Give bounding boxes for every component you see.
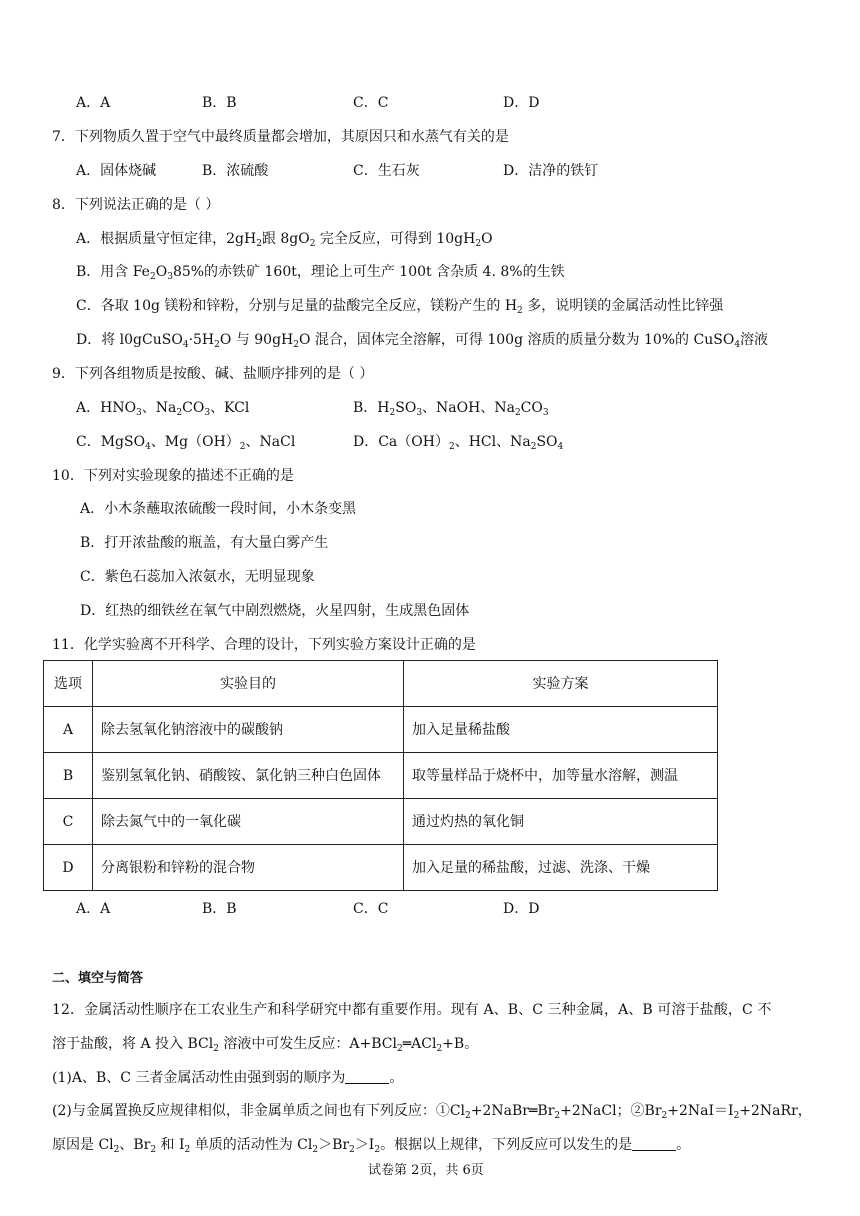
q9-option-c: C．MgSO$_4$、$Mg(OH)_2$、NaCl xyxy=(76,434,296,452)
q6-option-a: A．A xyxy=(76,95,111,111)
header-purpose: 实验目的 xyxy=(93,661,404,707)
q11-option-c: C．C xyxy=(353,901,389,917)
q12-line2: 溶于盐酸，将 A 投入 BCl$_2$ 溶液中可发生反应：A+BCl$_2$═ACl$_2$+B。 xyxy=(52,1036,479,1054)
q10-stem: 10．下列对实验现象的描述不正确的是 xyxy=(52,468,294,484)
q10-option-a: A．小木条蘸取浓硫酸一段时间，小木条变黑 xyxy=(80,501,357,517)
q10-option-c: C．紫色石蕊加入浓氨水，无明显现象 xyxy=(80,569,315,585)
q11-option-b: B．B xyxy=(202,901,237,917)
table-row xyxy=(44,707,718,753)
q11-option-a: A．A xyxy=(76,901,111,917)
row-label: B xyxy=(44,753,93,799)
q8-option-b: B．用含 $Fe_2O_385\%$的赤铁矿 160t，理论上可生产 100t 含杂质 4. 8%的生铁 xyxy=(76,264,565,282)
answer-blank-1[interactable] xyxy=(345,1071,389,1084)
q9-stem: 9．下列各组物质是按酸、碱、盐顺序排列的是（ ） xyxy=(52,366,374,382)
table-row xyxy=(44,753,718,799)
q11-option-d: D．D xyxy=(503,901,540,917)
q7-option-a: A．固体烧碱 xyxy=(76,163,157,179)
q8-stem: 8．下列说法正确的是（ ） xyxy=(52,197,220,213)
answer-blank-2[interactable] xyxy=(632,1138,676,1151)
q10-option-b: B．打开浓盐酸的瓶盖，有大量白雾产生 xyxy=(80,535,329,551)
q12-part2-line2: 原因是 $Cl_2$、$Br_2$ 和 $I_2$ 单质的活动性为 $Cl_2>Br_2>I_2$。根据以上规律，下列反应可以发生的是 。 xyxy=(52,1137,691,1155)
q9-option-a: A．$HNO_3$、$Na_2CO_3$、KCl xyxy=(76,400,250,418)
q7-option-b: B．浓硫酸 xyxy=(202,163,269,179)
q7-stem: 7．下列物质久置于空气中最终质量都会增加，其原因只和水蒸气有关的是 xyxy=(52,129,509,145)
table-row xyxy=(44,845,718,891)
q12-line1: 12．金属活动性顺序在工农业生产和科学研究中都有重要作用。现有 A、B、C 三种金属，A、B 可溶于盐酸，C 不 xyxy=(52,1002,772,1018)
row-purpose: 除去氮气中的一氧化碳 xyxy=(93,799,404,845)
q6-option-b: B．B xyxy=(202,95,237,111)
experiment-table xyxy=(43,660,718,891)
header-option: 选项 xyxy=(44,661,93,707)
q9-option-b: B．$H_2SO_3$、NaOH、$Na_2CO_3$ xyxy=(353,400,549,418)
row-label: D xyxy=(44,845,93,891)
row-label: A xyxy=(44,707,93,753)
row-plan: 加入足量稀盐酸 xyxy=(404,707,718,753)
row-purpose: 分离银粉和锌粉的混合物 xyxy=(93,845,404,891)
row-purpose: 鉴别氢氧化钠、硝酸铵、氯化钠三种白色固体 xyxy=(93,753,404,799)
section-title: 二、填空与简答 xyxy=(52,971,144,986)
q11-stem: 11．化学实验离不开科学、合理的设计，下列实验方案设计正确的是 xyxy=(52,637,476,653)
q6-option-d: D．D xyxy=(503,95,540,111)
q7-option-d: D．洁净的铁钉 xyxy=(503,163,599,179)
page-footer: 试卷第 2页，共 6页 xyxy=(368,1163,484,1178)
table-row xyxy=(44,799,718,845)
q8-option-a: A．根据质量守恒定律，$2gH_2$跟 $8gO_2$ 完全反应，可得到 $10gH_2O$ xyxy=(76,231,493,249)
q8-option-c: C．各取 10g 镁粉和锌粉，分别与足量的盐酸完全反应，镁粉产生的 $H_2$ 多，说明镁的金属活动性比锌强 xyxy=(76,298,724,316)
q12-part2-line1: (2)与金属置换反应规律相似，非金属单质之间也有下列反应：$①Cl_2+2NaBr═Br_2+2NaCl$；$②Br_2+2NaI=I_2+2NaRr$， xyxy=(52,1103,812,1121)
q7-option-c: C．生石灰 xyxy=(353,163,420,179)
row-plan: 通过灼热的氧化铜 xyxy=(404,799,718,845)
q10-option-d: D．红热的细铁丝在氧气中剧烈燃烧，火星四射，生成黑色固体 xyxy=(80,603,470,619)
row-plan: 取等量样品于烧杯中，加等量水溶解，测温 xyxy=(404,753,718,799)
q9-option-d: D．$Ca(OH)_2$、HCl、$Na_2SO_4$ xyxy=(353,434,564,452)
table-header-row xyxy=(44,661,718,707)
q6-option-c: C．C xyxy=(353,95,389,111)
row-label: C xyxy=(44,799,93,845)
row-purpose: 除去氢氧化钠溶液中的碳酸钠 xyxy=(93,707,404,753)
q8-option-d: D．将 $l0gCuSO_4\cdot 5H_2O$ 与 $90gH_2O$ 混合，固体完全溶解，可得 100g 溶质的质量分数为 10%的 CuSO$_4$溶液 xyxy=(76,332,769,350)
row-plan: 加入足量的稀盐酸，过滤、洗涤、干燥 xyxy=(404,845,718,891)
header-plan: 实验方案 xyxy=(404,661,718,707)
q12-part1: (1)A、B、C 三者金属活动性由强到弱的顺序为 。 xyxy=(52,1070,404,1086)
